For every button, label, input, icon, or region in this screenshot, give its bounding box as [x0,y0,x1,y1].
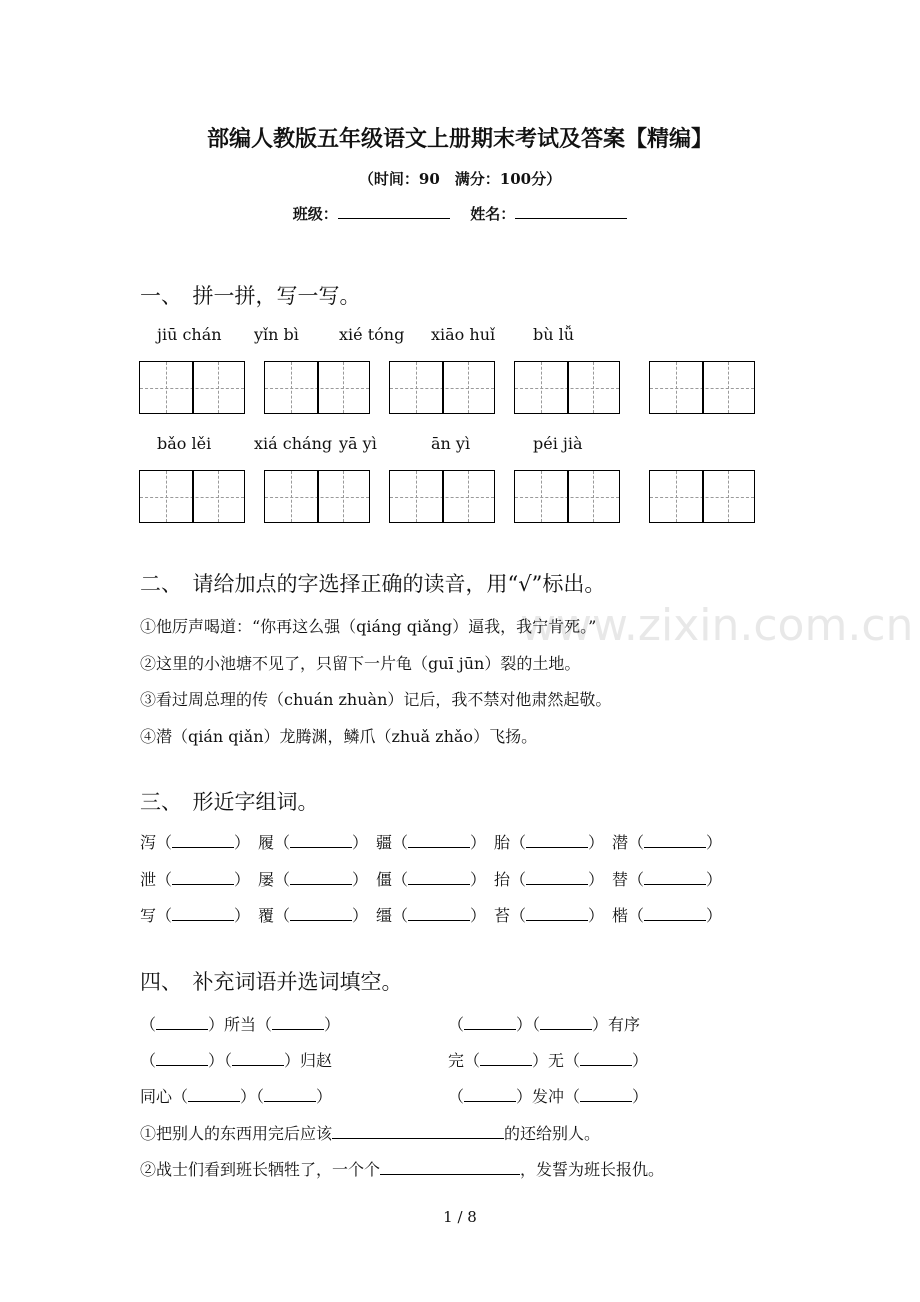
student-info [0,203,920,224]
pinyin-prompt: xiāo huǐ [431,325,496,344]
fill-question-1 [140,1121,600,1144]
q2-prefix: ②战士们看到班长牺牲了，一个个 [140,1160,381,1179]
writing-grid[interactable] [514,470,620,523]
question-item: ④潜（qián qiǎn）龙腾渊，鳞爪（zhuǎ zhǎo）飞扬。 [140,727,538,746]
writing-grid[interactable] [389,361,495,414]
idiom-blank[interactable] [464,1015,516,1030]
base-character: 胎 [494,833,511,852]
base-character: 泻 [140,833,157,852]
word-group-item: 楷（ ） [612,906,723,925]
pinyin-prompt: ān yì [431,434,471,453]
idiom-blank[interactable] [580,1051,632,1066]
answer-blank[interactable] [526,833,588,848]
idiom-part: ）（ [208,1051,233,1070]
answer-blank[interactable] [408,870,470,885]
question-item: ③看过周总理的传（chuán zhuàn）记后，我不禁对他肃然起敬。 [140,690,612,709]
idiom-blank[interactable] [156,1015,208,1030]
base-character: 抬 [494,870,511,889]
base-character: 楷 [612,906,629,925]
question-item: ②这里的小池塘不见了，只留下一片龟（guī jūn）裂的土地。 [140,654,581,673]
answer-blank[interactable] [526,870,588,885]
base-character: 潜 [612,833,629,852]
idiom-part: ）无（ [532,1051,581,1070]
base-character: 屡 [258,870,275,889]
idiom-blank[interactable] [264,1087,316,1102]
word-group-item: 屡（ ） [258,870,369,889]
idiom-blank[interactable] [188,1087,240,1102]
answer-blank[interactable] [172,906,234,921]
question-item: ①他厉声喝道：“你再这么强（qiáng qiǎng）逼我，我宁肯死。” [140,617,597,636]
writing-grid[interactable] [389,470,495,523]
q1-blank[interactable] [332,1124,504,1139]
pinyin-prompt: bǎo lěi [157,434,212,453]
section-2-heading: 二、 请给加点的字选择正确的读音，用“√”标出。 [140,572,606,596]
writing-grid[interactable] [139,361,245,414]
word-group-item: 泄（ ） [140,870,251,889]
class-blank[interactable] [338,204,450,219]
idiom-blank[interactable] [156,1051,208,1066]
word-group-item: 缰（ ） [376,906,487,925]
answer-blank[interactable] [290,833,352,848]
q2-suffix: ，发誓为班长报仇。 [520,1160,665,1179]
idiom-part: 同心（ [140,1087,189,1106]
q2-blank[interactable] [380,1160,520,1175]
idiom-item [448,1012,640,1035]
idiom-part: ） [632,1087,649,1106]
pinyin-prompt: xié tóng [339,325,405,344]
idiom-item [448,1084,648,1107]
idiom-part: ） [632,1051,649,1070]
answer-blank[interactable] [290,906,352,921]
writing-grid[interactable] [264,470,370,523]
idiom-part: ）所当（ [208,1015,273,1034]
idiom-blank[interactable] [232,1051,284,1066]
word-group-item: 泻（ ） [140,833,251,852]
idiom-part: ）（ [516,1015,541,1034]
writing-grid[interactable] [649,470,755,523]
answer-blank[interactable] [408,833,470,848]
pinyin-prompt: xiá cháng [254,434,333,453]
idiom-part: ）发冲（ [516,1087,581,1106]
base-character: 覆 [258,906,275,925]
word-group-item: 写（ ） [140,906,251,925]
word-group-item: 疆（ ） [376,833,487,852]
answer-blank[interactable] [172,833,234,848]
pinyin-prompt: péi jià [533,434,583,453]
class-label: 班级： [292,205,338,223]
word-group-item: 抬（ ） [494,870,605,889]
idiom-part: ） [316,1087,333,1106]
idiom-blank[interactable] [580,1087,632,1102]
idiom-blank[interactable] [272,1015,324,1030]
base-character: 履 [258,833,275,852]
base-character: 写 [140,906,157,925]
base-character: 替 [612,870,629,889]
writing-grid[interactable] [139,470,245,523]
idiom-part: ）（ [240,1087,265,1106]
word-group-item: 僵（ ） [376,870,487,889]
idiom-part: （ [448,1087,465,1106]
idiom-part: 完（ [448,1051,481,1070]
idiom-item [140,1048,332,1071]
answer-blank[interactable] [172,870,234,885]
section-4-heading: 四、 补充词语并选词填空。 [140,970,403,994]
pinyin-prompt: yǐn bì [254,325,299,344]
writing-grid[interactable] [264,361,370,414]
idiom-item [140,1012,340,1035]
word-group-item: 胎（ ） [494,833,605,852]
idiom-part: ）归赵 [284,1051,333,1070]
idiom-part: （ [140,1051,157,1070]
word-group-item: 履（ ） [258,833,369,852]
q1-prefix: ①把别人的东西用完后应该 [140,1124,333,1143]
answer-blank[interactable] [644,906,706,921]
word-group-item: 潜（ ） [612,833,723,852]
q1-suffix: 的还给别人。 [504,1124,601,1143]
answer-blank[interactable] [290,870,352,885]
base-character: 缰 [376,906,393,925]
idiom-part: ） [324,1015,341,1034]
idiom-item [448,1048,648,1071]
answer-blank[interactable] [644,870,706,885]
idiom-blank[interactable] [540,1015,592,1030]
idiom-item [140,1084,332,1107]
base-character: 泄 [140,870,157,889]
answer-blank[interactable] [526,906,588,921]
pinyin-prompt: bù lǚ [533,325,575,344]
idiom-blank[interactable] [464,1087,516,1102]
exam-info: （时间：90 满分：100分） [358,170,562,188]
writing-grid[interactable] [649,361,755,414]
pinyin-prompt: yā yì [339,434,377,453]
answer-blank[interactable] [408,906,470,921]
page-title: 部编人教版五年级语文上册期末考试及答案【精编】 [206,126,713,152]
writing-grid[interactable] [514,361,620,414]
pinyin-prompt: jiū chán [157,325,222,344]
idiom-blank[interactable] [480,1051,532,1066]
watermark: www.zixin.com.cn [520,600,914,651]
name-blank[interactable] [515,204,627,219]
name-label: 姓名： [470,205,516,223]
word-group-item: 覆（ ） [258,906,369,925]
section-3-heading: 三、 形近字组词。 [140,790,319,814]
word-group-item: 替（ ） [612,870,723,889]
base-character: 僵 [376,870,393,889]
base-character: 疆 [376,833,393,852]
section-1-heading: 一、 拼一拼，写一写。 [140,284,361,308]
idiom-part: ）有序 [592,1015,641,1034]
fill-question-2 [140,1157,664,1180]
base-character: 苔 [494,906,511,925]
idiom-part: （ [448,1015,465,1034]
idiom-part: （ [140,1015,157,1034]
word-group-item: 苔（ ） [494,906,605,925]
page-number: 1 / 8 [443,1208,477,1226]
answer-blank[interactable] [644,833,706,848]
